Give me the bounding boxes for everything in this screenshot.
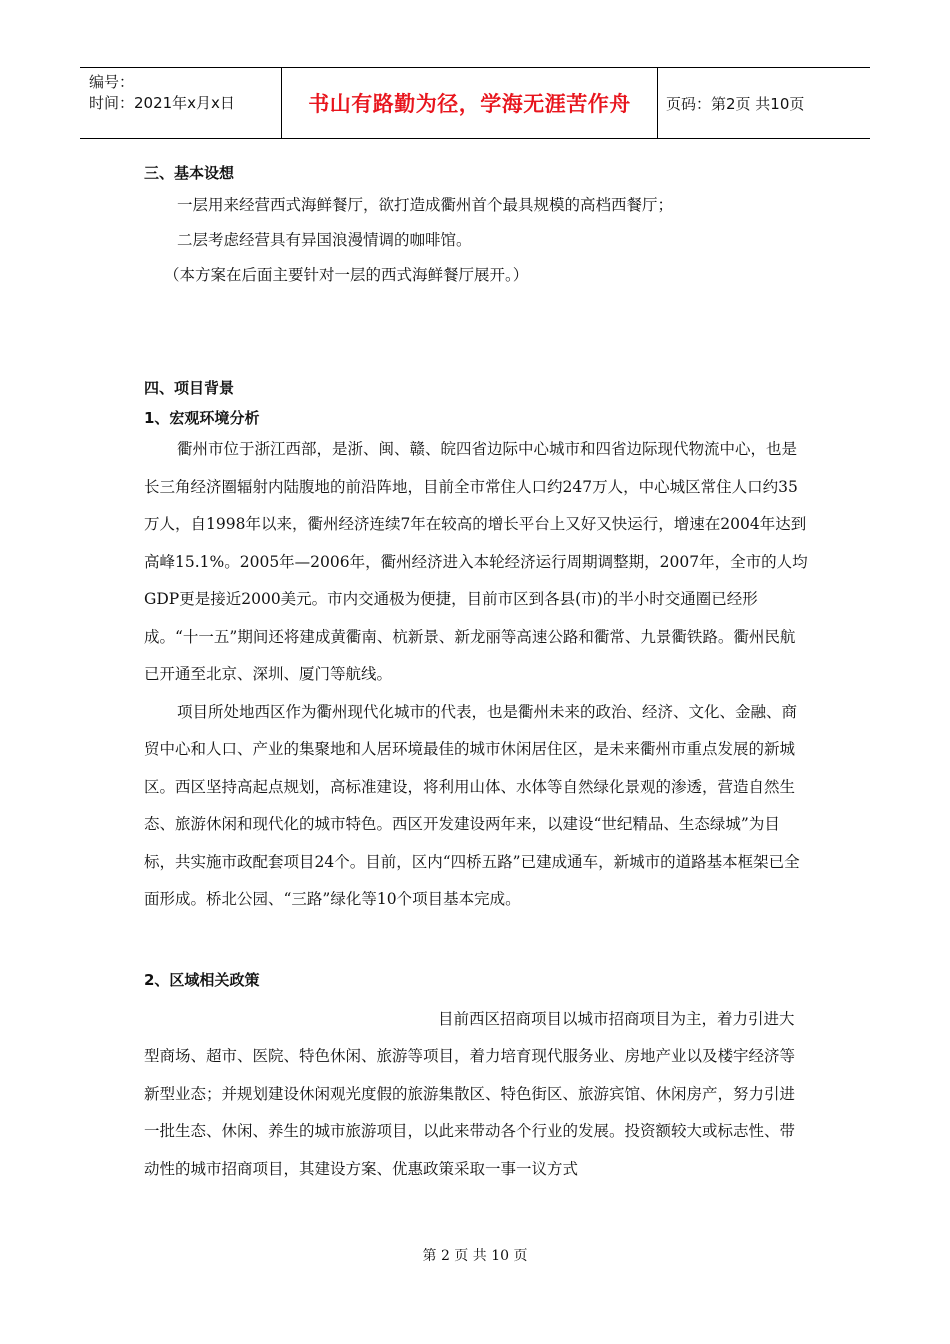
document-body: [144, 158, 808, 1188]
section-heading: 四、项目背景: [144, 379, 235, 397]
section-heading: 三、基本设想: [144, 164, 235, 182]
header-meta: [80, 68, 281, 138]
header-page-info: 页码：第2页 共10页: [666, 94, 805, 113]
paragraph: （本方案在后面主要针对一层的西式海鲜餐厅展开。）: [164, 266, 529, 284]
paragraph: 衢州市位于浙江西部，是浙、闽、赣、皖四省边际中心城市和四省边际现代物流中心，也是长三角经济圈辐射内陆腹地的前沿阵地，目前全市常住人口约247万人，中心城区常住人口约35万人，自1998年以来，衢州经济连续7年在较高的增长平台上又好又快运行，增速在2004年达到高峰15.1%。2005年—2006年，衢州经济进入本轮经济运行周期调整期，2007年，全市的人均GDP更是接近2000美元。市内交通极为便捷，目前市区到各县(市)的半小时交通圈已经形成。“十一五”期间还将建成黄衢南、杭新景、新龙丽等高速公路和衢常、九景衢铁路。衢州民航已开通至北京、深圳、厦门等航线。: [144, 440, 808, 683]
paragraph: 一层用来经营西式海鲜餐厅，欲打造成衢州首个最具规模的高档西餐厅；: [177, 196, 674, 214]
page-header: [80, 67, 870, 139]
subsection-heading: 1、宏观环境分析: [144, 409, 260, 427]
page-footer: 第 2 页 共 10 页: [422, 1248, 528, 1264]
number-label: 编号：: [89, 73, 135, 91]
paragraph: 二层考虑经营具有异国浪漫情调的咖啡馆。: [177, 231, 472, 249]
paragraph: 目前西区招商项目以城市招商项目为主，着力引进大型商场、超市、医院、特色休闲、旅游等项目，着力培育现代服务业、房地产业以及楼宇经济等新型业态；并规划建设休闲观光度假的旅游集散区、特色街区、旅游宾馆、休闲房产，努力引进一批生态、休闲、养生的城市旅游项目，以此来带动各个行业的发展。投资额较大或标志性、带动性的城市招商项目，其建设方案、优惠政策采取一事一议方式: [144, 1009, 796, 1178]
paragraph: 项目所处地西区作为衢州现代化城市的代表，也是衢州未来的政治、经济、文化、金融、商贸中心和人口、产业的集聚地和人居环境最佳的城市休闲居住区，是未来衢州市重点发展的新城区。西区坚持高起点规划，高标准建设，将利用山体、水体等自然绿化景观的渗透，营造自然生态、旅游休闲和现代化的城市特色。西区开发建设两年来，以建设“世纪精品、生态绿城”为目标，共实施市政配套项目24个。目前，区内“四桥五路”已建成通车，新城市的道路基本框架已全面形成。桥北公园、“三路”绿化等10个项目基本完成。: [144, 702, 800, 908]
subsection-heading: 2、区域相关政策: [144, 970, 260, 989]
header-motto: 书山有路勤为径，学海无涯苦作舟: [281, 68, 658, 138]
time-label: 时间：2021年x月x日: [89, 94, 235, 112]
